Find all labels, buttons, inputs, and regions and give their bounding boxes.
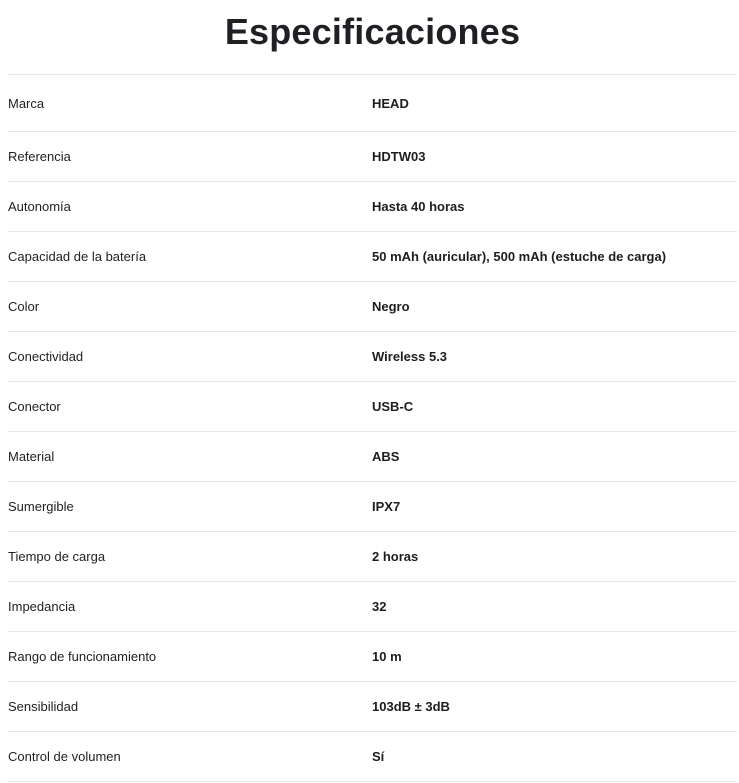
spec-label: Sensibilidad bbox=[8, 699, 79, 714]
spec-value: IPX7 bbox=[372, 499, 401, 514]
spec-label: Autonomía bbox=[8, 199, 71, 214]
spec-value: USB-C bbox=[372, 399, 414, 414]
spec-row bbox=[8, 682, 737, 732]
specs-table bbox=[8, 75, 737, 782]
spec-value: Negro bbox=[372, 299, 410, 314]
spec-label: Sumergible bbox=[8, 499, 74, 514]
spec-row bbox=[8, 582, 737, 632]
spec-label: Control de volumen bbox=[8, 749, 121, 764]
spec-row bbox=[8, 75, 737, 132]
spec-row bbox=[8, 232, 737, 282]
spec-value: 2 horas bbox=[372, 549, 419, 564]
spec-row bbox=[8, 132, 737, 182]
spec-row bbox=[8, 382, 737, 432]
spec-label: Conector bbox=[8, 399, 61, 414]
spec-row bbox=[8, 482, 737, 532]
spec-value: Hasta 40 horas bbox=[372, 199, 465, 214]
spec-value: ABS bbox=[372, 449, 400, 464]
spec-row bbox=[8, 532, 737, 582]
spec-row bbox=[8, 182, 737, 232]
spec-label: Marca bbox=[8, 95, 45, 111]
spec-label: Conectividad bbox=[8, 349, 84, 364]
spec-row bbox=[8, 632, 737, 682]
spec-value: 32 bbox=[372, 599, 387, 614]
spec-label: Tiempo de carga bbox=[8, 549, 106, 564]
spec-value: 103dB ± 3dB bbox=[372, 699, 450, 714]
spec-row bbox=[8, 282, 737, 332]
spec-value: HEAD bbox=[372, 95, 409, 111]
spec-value: Sí bbox=[372, 749, 385, 764]
spec-label: Material bbox=[8, 449, 55, 464]
spec-label: Rango de funcionamiento bbox=[8, 649, 157, 664]
spec-row bbox=[8, 432, 737, 482]
spec-value: 50 mAh (auricular), 500 mAh (estuche de carga) bbox=[372, 249, 667, 264]
page-title: Especificaciones bbox=[224, 11, 521, 52]
spec-row bbox=[8, 732, 737, 782]
spec-label: Referencia bbox=[8, 149, 71, 164]
spec-row bbox=[8, 332, 737, 382]
spec-value: HDTW03 bbox=[372, 149, 426, 164]
spec-label: Capacidad de la batería bbox=[8, 249, 147, 264]
spec-value: Wireless 5.3 bbox=[372, 349, 448, 364]
spec-label: Impedancia bbox=[8, 599, 76, 614]
spec-label: Color bbox=[8, 299, 40, 314]
spec-value: 10 m bbox=[372, 649, 402, 664]
